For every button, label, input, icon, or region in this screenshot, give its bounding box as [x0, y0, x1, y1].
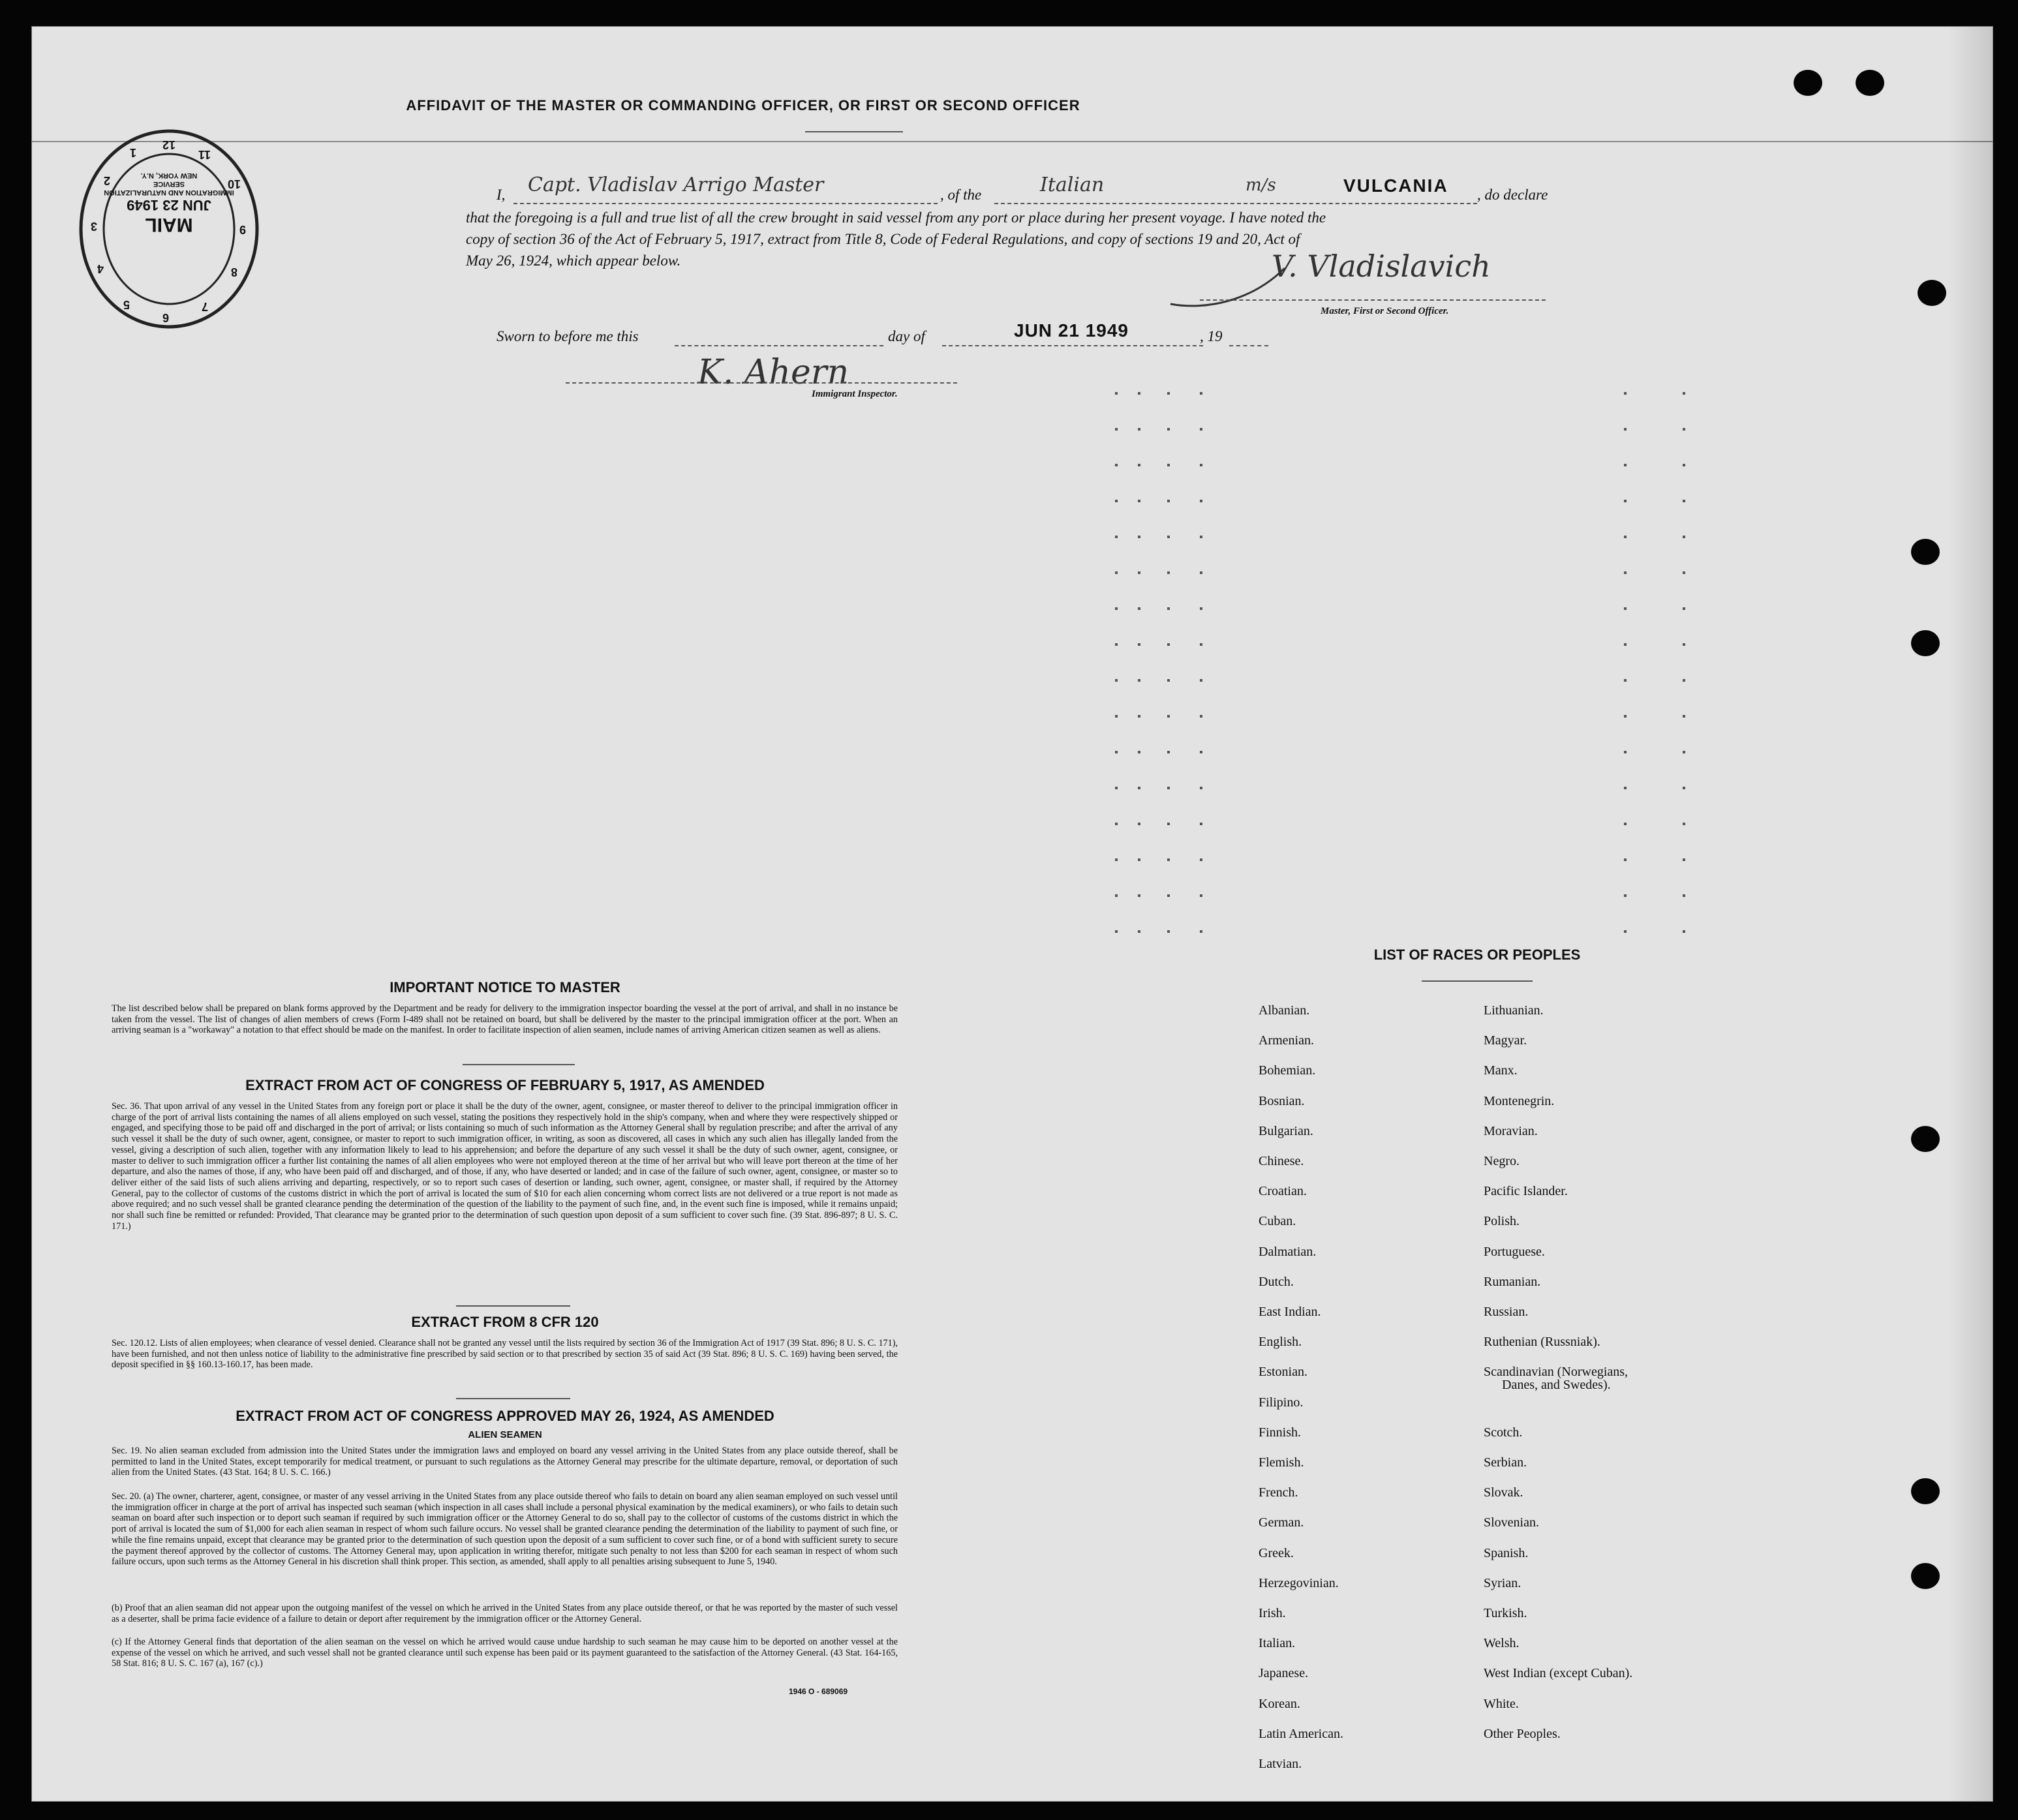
column-tick [1115, 751, 1118, 753]
column-tick [1200, 751, 1202, 753]
extract-cfr-title: EXTRACT FROM 8 CFR 120 [411, 1314, 599, 1330]
extract-1924-sec20b: (b) Proof that an alien seaman did not appear upon the outgoing manifest of the vessel on which he arrived in the United States from any place outside thereof, or that he was reported by the master of such vessel as a deserter, shall be prima facie evidence of a failure to detain or deport after requirement by the immigration officer or the Attorney General. [112, 1603, 898, 1624]
stamp-ring-numbers [71, 125, 267, 333]
race-item: Rumanian. [1484, 1274, 1541, 1289]
punch-hole [1911, 539, 1940, 565]
race-item: Latin American. [1259, 1726, 1343, 1741]
stamp-ring-number: 7 [202, 300, 209, 313]
race-item: Portuguese. [1484, 1244, 1545, 1259]
race-item: Lithuanian. [1484, 1003, 1544, 1018]
race-item: Korean. [1259, 1696, 1300, 1711]
race-item: Finnish. [1259, 1425, 1302, 1440]
column-tick [1200, 930, 1202, 933]
column-tick [1624, 823, 1627, 825]
column-tick [1200, 679, 1202, 682]
column-tick [1167, 751, 1170, 753]
column-tick [1138, 464, 1140, 466]
stamp-ring-number: 3 [91, 220, 98, 233]
column-tick [1624, 715, 1627, 718]
stamp-ring-number: 12 [162, 138, 176, 151]
race-item: Croatian. [1259, 1184, 1307, 1199]
affidavit-body-line1: that the foregoing is a full and true list of all the crew brought in said vessel from any port or place during her present voyage. I have noted the [466, 209, 1326, 226]
punch-hole [1911, 1563, 1940, 1589]
form-sheet [31, 26, 1993, 1802]
race-item: Welsh. [1484, 1636, 1520, 1651]
column-tick [1200, 858, 1202, 861]
race-item: Slovenian. [1484, 1515, 1539, 1530]
column-tick [1138, 392, 1140, 395]
column-tick [1683, 607, 1685, 610]
column-tick [1683, 392, 1685, 395]
column-tick [1624, 858, 1627, 861]
column-tick [1138, 894, 1140, 897]
extract-1917-text: Sec. 36. That upon arrival of any vessel in the United States from any foreign port or place it shall be the duty of the owner, agent, consignee, or master thereof to deliver to the principal immigration officer in charge of the port of arrival lists containing the names of all aliens employed on such vessel, stating the positions they respectively hold in the ship's company, when and where they were respectively shipped or engaged, and specifying those to be paid off and discharged in the port of arrival; or lists containing so much of such information as the Attorney General shall by regulation prescribe; and after the arrival of any such vessel it shall be the duty of such owner, agent, consignee, or master to report to such immigration officer, in writing, as soon as discovered, all cases in which any such alien has illegally landed from the vessel, giving a description of such alien, together with any information likely to lead to his apprehension; and before the departure of any such vessel it shall be the duty of such owner, agent, consignee, or master to deliver to such immigration officer a further list containing the names of all alien employees who were not employed thereon at the time of her arrival but who will leave port thereon at the time of her departure, and also the names of those, if any, who have been paid off and discharged, and of those, if any, who have deserted or landed; and in case of the failure of such owner, agent, consignee, or master so to deliver either of the said lists of such aliens arriving and departing, respectively, or so to report such cases of desertion or landing, such owner, agent, consignee, or master shall, if required by the Attorney General, pay to the collector of customs of the customs district in which the port of arrival is located the sum of $10 for each alien concerning whom correct lists are not delivered or a true report is not made as above required; and no such vessel shall be granted clearance pending the determination of the question of the liability to the payment of such fine, and, in the event such fine is imposed, while it remains unpaid; nor shall such fine be remitted or refunded: Provided, That clearance may be granted prior to the determination of such question upon deposit of a sum sufficient to cover such fine. (39 Stat. 896-897; 8 U. S. C. 171.) [112, 1101, 898, 1232]
inspector-caption: Immigrant Inspector. [812, 389, 898, 399]
race-item: Herzegovinian. [1259, 1575, 1339, 1590]
column-tick [1200, 428, 1202, 431]
race-item: Italian. [1259, 1636, 1296, 1651]
race-item: Syrian. [1484, 1575, 1521, 1590]
column-tick [1683, 500, 1685, 502]
race-item: Ruthenian (Russniak). [1484, 1335, 1600, 1350]
column-tick [1167, 464, 1170, 466]
stamp-ring-number: 4 [97, 262, 104, 275]
sworn-day-line [675, 345, 883, 346]
column-tick [1683, 894, 1685, 897]
extract-1924-sec20a: Sec. 20. (a) The owner, charterer, agent, consignee, or master of any vessel arriving in the United States from any place outside thereof who fails to detain on board any alien seaman employed on such vessel until the immigration officer in charge at the port of arrival has inspected such seaman (which inspection in all cases shall include a personal physical examination by the medical examiners), or who fails to detain such seaman on board after such inspection or to deport such seaman if required by such immigration officer or the Attorney General to do so, shall pay to the collector of customs of the customs district in which the port of arrival is located the sum of $1,000 for each alien seaman in respect of whom such failure occurs. No vessel shall be granted clearance pending the determination of the liability to payment of such fine, or while the fine remains unpaid, except that clearance may be granted prior to the determination of such question upon the deposit of a sum sufficient to cover such fine, or of a bond with sufficient surety to secure the payment thereof approved by the collector of customs. The Attorney General may, upon application in writing therefor, mitigate such penalty to not less than $200 for each seaman in respect of whom such failure occurs, upon such terms as the Attorney General in his discretion shall think proper. This section, as amended, shall apply to all penalties arising subsequent to June 5, 1940. [112, 1491, 898, 1568]
race-item: Cuban. [1259, 1214, 1296, 1229]
column-tick [1624, 500, 1627, 502]
column-tick [1683, 715, 1685, 718]
column-tick [1683, 823, 1685, 825]
column-tick [1138, 643, 1140, 646]
column-tick [1683, 930, 1685, 933]
column-tick [1200, 643, 1202, 646]
signature-flourish [1167, 255, 1311, 314]
column-tick [1683, 643, 1685, 646]
extract-1924-title: EXTRACT FROM ACT OF CONGRESS APPROVED MAY 26, 1924, AS AMENDED [236, 1408, 774, 1424]
affidavit-title: AFFIDAVIT OF THE MASTER OR COMMANDING OFFICER, OR FIRST OR SECOND OFFICER [406, 97, 1080, 114]
extract-cfr-text: Sec. 120.12. Lists of alien employees; when clearance of vessel denied. Clearance shall not be granted any vessel until the lists required by section 36 of the Immigration Act of 1917 (39 Stat. 896; 8 U. S. C. 171), have been furnished, and not then unless notice of liability to the administrative fine prescribed by said section or to that prescribed by section 35 of said Act (39 Stat. 896; 8 U. S. C. 169) having been served, the deposit specified in §§ 160.13-160.17, has been made. [112, 1338, 898, 1371]
race-item: Montenegrin. [1484, 1093, 1555, 1108]
column-tick [1115, 571, 1118, 574]
punch-hole [1794, 70, 1822, 96]
punch-hole [1911, 630, 1940, 656]
column-tick [1200, 823, 1202, 825]
affidavit-body-line3: May 26, 1924, which appear below. [466, 252, 681, 269]
column-tick [1200, 536, 1202, 538]
race-item: Slovak. [1484, 1485, 1523, 1500]
sworn-date-line [942, 345, 1203, 346]
stamp-ring-number: 10 [228, 177, 241, 190]
column-tick [1167, 536, 1170, 538]
race-item: Turkish. [1484, 1606, 1527, 1620]
column-tick [1624, 464, 1627, 466]
race-item: Manx. [1484, 1063, 1518, 1078]
column-tick [1167, 571, 1170, 574]
day-of-label: day of [888, 328, 925, 344]
extract-cfr-divider [456, 1398, 570, 1399]
race-item: Armenian. [1259, 1033, 1314, 1048]
punch-hole [1911, 1478, 1940, 1504]
column-tick [1138, 930, 1140, 933]
column-tick [1683, 679, 1685, 682]
column-tick [1138, 571, 1140, 574]
year-prefix-label: , 19 [1200, 328, 1223, 344]
race-item: Bulgarian. [1259, 1123, 1313, 1138]
column-tick [1138, 858, 1140, 861]
races-divider [1422, 980, 1533, 982]
inspector-signature: K. Ahern [697, 353, 849, 392]
intro-word: I, [497, 187, 506, 203]
column-tick [1683, 571, 1685, 574]
race-item: Scandinavian (Norwegians, [1484, 1365, 1628, 1380]
column-tick [1167, 392, 1170, 395]
page-edge-shadow [1947, 27, 1993, 1801]
stamp-mail: MAIL [145, 214, 193, 235]
column-tick [1167, 643, 1170, 646]
column-tick [1624, 643, 1627, 646]
affidavit-body-line2: copy of section 36 of the Act of February 5, 1917, extract from Title 8, Code of Federal Regulations, and copy of sections 19 and 20, Act of [466, 231, 1300, 247]
column-tick [1167, 607, 1170, 610]
column-tick [1200, 894, 1202, 897]
race-item: Bohemian. [1259, 1063, 1316, 1078]
race-item: Flemish. [1259, 1455, 1304, 1470]
column-tick [1683, 428, 1685, 431]
notice-text: The list described below shall be prepared on blank forms approved by the Department and be ready for delivery to the immigration inspector boarding the vessel at the port of arrival, and shall in no instance be taken from the vessel. The list of changes of alien members of crews (Form I-489 shall not be retained on board, but shall be delivered by the master to the principal immigration officer at the port. When an arriving seaman is a "workaway" a notation to that effect should be made on the manifest. In order to facilitate inspection of alien seamen, include names of arriving American citizen seamen as well as aliens. [112, 1003, 898, 1036]
extract-1924-sec19: Sec. 19. No alien seaman excluded from admission into the United States under the immigration laws and employed on board any vessel arriving in the United States from any place outside thereof, shall be permitted to land in the United States, except temporarily for medical treatment, or pursuant to such regulations as the Attorney General may prescribe for the ultimate departure, removal, or deportation of such alien from the United States. (43 Stat. 164; 8 U. S. C. 166.) [112, 1446, 898, 1478]
column-tick [1200, 392, 1202, 395]
race-item: Russian. [1484, 1305, 1529, 1319]
master-name-line [513, 203, 938, 204]
sworn-label: Sworn to before me this [497, 328, 639, 344]
column-tick [1624, 679, 1627, 682]
inspector-signature-line [566, 382, 957, 384]
column-tick [1115, 500, 1118, 502]
column-tick [1138, 751, 1140, 753]
column-tick [1115, 894, 1118, 897]
stamp-ring-number: 5 [123, 298, 130, 311]
race-item: Pacific Islander. [1484, 1184, 1568, 1199]
column-tick [1200, 571, 1202, 574]
column-tick [1200, 715, 1202, 718]
race-item: Negro. [1484, 1154, 1520, 1168]
master-caption: Master, First or Second Officer. [1321, 306, 1449, 316]
column-tick [1115, 787, 1118, 789]
race-item: Irish. [1259, 1606, 1286, 1620]
column-tick [1624, 894, 1627, 897]
race-item: Magyar. [1484, 1033, 1527, 1048]
race-item: Other Peoples. [1484, 1726, 1561, 1741]
column-tick [1138, 715, 1140, 718]
race-item: Latvian. [1259, 1757, 1302, 1771]
sworn-date-stamp: JUN 21 1949 [1014, 320, 1129, 341]
master-signature: V. Vladislavich [1272, 249, 1491, 284]
stamp-ring-number: 2 [104, 174, 111, 187]
column-tick [1138, 787, 1140, 789]
race-item: Spanish. [1484, 1545, 1529, 1560]
races-title: LIST OF RACES OR PEOPLES [1373, 947, 1581, 963]
race-item: Albanian. [1259, 1003, 1310, 1018]
column-tick [1624, 428, 1627, 431]
race-item: Bosnian. [1259, 1093, 1305, 1108]
column-tick [1115, 679, 1118, 682]
master-signature-line [1200, 299, 1546, 301]
column-tick [1683, 787, 1685, 789]
column-tick [1200, 787, 1202, 789]
race-item: German. [1259, 1515, 1304, 1530]
stamp-ring-number: 6 [162, 311, 170, 324]
stamp-agency: IMMIGRATION AND NATURALIZATION SERVICE [104, 180, 234, 196]
race-item: Greek. [1259, 1545, 1294, 1560]
column-tick [1167, 858, 1170, 861]
column-tick [1167, 428, 1170, 431]
extract-1924-sec20c: (c) If the Attorney General finds that deportation of the alien seaman on the vessel on which he arrived would cause undue hardship to such seaman he may cause him to be deported on another vessel at the expense of the vessel on which he arrived, and such vessel shall not be granted clearance until such expense has been paid or its payment guaranteed to the satisfaction of the Attorney General. (43 Stat. 164-165, 58 Stat. 816; 8 U. S. C. 167 (a), 167 (c).) [112, 1637, 898, 1669]
column-tick [1115, 823, 1118, 825]
stamp-ring-number: 8 [231, 265, 238, 279]
punch-hole [1918, 280, 1946, 306]
column-tick [1138, 679, 1140, 682]
column-tick [1115, 858, 1118, 861]
column-tick [1624, 392, 1627, 395]
ship-prefix: m/s [1246, 175, 1276, 195]
column-tick [1683, 858, 1685, 861]
stamp-ring-number: 1 [130, 146, 137, 159]
column-tick [1200, 500, 1202, 502]
column-tick [1624, 536, 1627, 538]
race-item: Dutch. [1259, 1274, 1294, 1289]
extract-1917-divider [456, 1305, 570, 1307]
ship-name: VULCANIA [1343, 175, 1448, 196]
race-item: French. [1259, 1485, 1298, 1500]
column-tick [1138, 823, 1140, 825]
print-code: 1946 O - 689069 [789, 1687, 848, 1696]
title-underline [805, 131, 903, 132]
column-tick [1200, 607, 1202, 610]
column-tick [1683, 751, 1685, 753]
column-tick [1138, 607, 1140, 610]
race-item: Chinese. [1259, 1154, 1304, 1168]
race-item: Danes, and Swedes). [1502, 1378, 1611, 1393]
column-tick [1624, 571, 1627, 574]
race-item: White. [1484, 1696, 1519, 1711]
column-tick [1624, 787, 1627, 789]
race-item: Japanese. [1259, 1666, 1309, 1681]
column-tick [1138, 536, 1140, 538]
column-tick [1138, 500, 1140, 502]
column-tick [1624, 751, 1627, 753]
notice-divider [463, 1064, 575, 1065]
race-item: English. [1259, 1335, 1302, 1350]
column-tick [1167, 715, 1170, 718]
column-tick [1115, 428, 1118, 431]
column-tick [1115, 643, 1118, 646]
column-tick [1167, 500, 1170, 502]
do-declare-label: , do declare [1477, 187, 1548, 203]
race-item: Estonian. [1259, 1365, 1307, 1380]
column-tick [1624, 930, 1627, 933]
column-tick [1115, 536, 1118, 538]
column-tick [1138, 428, 1140, 431]
punch-hole [1856, 70, 1884, 96]
column-tick [1167, 679, 1170, 682]
column-tick [1167, 823, 1170, 825]
master-name: Capt. Vladislav Arrigo Master [528, 174, 824, 196]
race-item: Dalmatian. [1259, 1244, 1317, 1259]
race-item: West Indian (except Cuban). [1484, 1666, 1633, 1681]
notice-title: IMPORTANT NOTICE TO MASTER [390, 979, 620, 995]
column-tick [1115, 464, 1118, 466]
race-item: Serbian. [1484, 1455, 1527, 1470]
extract-1924-subtitle: ALIEN SEAMEN [468, 1429, 542, 1440]
ship-nationality: Italian [1040, 174, 1105, 196]
column-tick [1167, 930, 1170, 933]
column-tick [1167, 787, 1170, 789]
race-item: Moravian. [1484, 1123, 1538, 1138]
extract-1917-title: EXTRACT FROM ACT OF CONGRESS OF FEBRUARY 5, 1917, AS AMENDED [245, 1077, 765, 1093]
column-tick [1115, 392, 1118, 395]
stamp-ring-number: 9 [239, 223, 247, 236]
column-tick [1683, 536, 1685, 538]
stamp-date: JUN 23 1949 [127, 197, 211, 213]
column-tick [1624, 607, 1627, 610]
column-tick [1200, 464, 1202, 466]
stamp-ring-number: 11 [198, 148, 211, 161]
column-tick [1167, 894, 1170, 897]
race-item: East Indian. [1259, 1305, 1321, 1319]
race-item: Filipino. [1259, 1395, 1304, 1410]
top-rule [32, 141, 1993, 142]
punch-hole [1911, 1126, 1940, 1152]
race-item: Scotch. [1484, 1425, 1523, 1440]
ship-name-line [994, 203, 1477, 204]
race-item: Polish. [1484, 1214, 1520, 1229]
stamp-city: NEW YORK, N.Y. [140, 172, 198, 179]
column-tick [1115, 715, 1118, 718]
column-tick [1683, 464, 1685, 466]
sworn-year-line [1229, 345, 1268, 346]
column-tick [1115, 607, 1118, 610]
of-the-label: , of the [940, 187, 982, 203]
column-tick [1115, 930, 1118, 933]
